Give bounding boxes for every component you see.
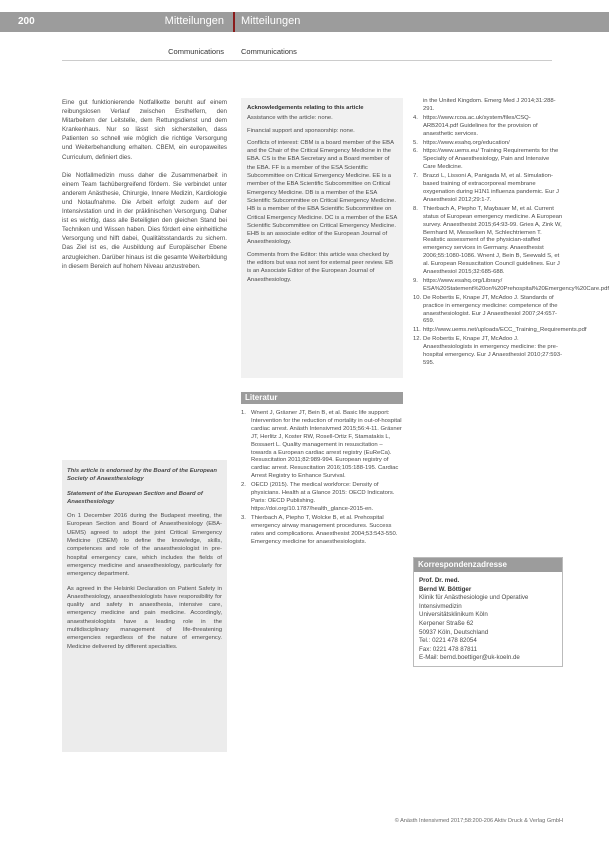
reference-item (413, 98, 563, 114)
correspondence-title: Prof. Dr. med. (419, 577, 460, 584)
correspondence-line: 50937 Köln, Deutschland (419, 628, 489, 636)
reference-number: 4. (413, 114, 418, 121)
endorsement-paragraph: On 1 December 2016 during the Budapest meeting, the European Section and Board of Anaesthesiology (EBA-UEMS) agreed to adopt the joint Critical Emergency Medicine (CBEM) to define the knowledge, skills, competences and role of the anaesthesiologist in pre-hospital emergency care, which includes the fields of emergency medicine and anaesthesiology, particularly for emergency department. (67, 513, 222, 578)
reference-item (413, 277, 609, 294)
acknowledgements-box (241, 98, 403, 378)
reference-item (413, 140, 563, 148)
reference-text: https://www.rcoa.ac.uk/system/files/CSQ-ARB2014.pdf Guidelines for the provision of anaesthetic services. (423, 114, 538, 137)
reference-text: De Robertis E, Knape JT, McAdoo J. Standards of practice in emergency medicine: competence of the anaesthesiologist. Eur J Anaesthesiol 2007;24:657-659. (423, 294, 558, 325)
reference-number: 10. (413, 294, 422, 301)
reference-text: Thierbach A, Piepho T, Wolcke B, et al. Prehospital emergency airway management procedures. Success rates and complications. Anaesthesist 2004;53:543-550. Emergency medicine for anaesthesiologists. (251, 514, 398, 545)
endorsement-subtitle: Statement of the European Section and Board of Anaesthesiology (67, 490, 203, 505)
reference-number (413, 98, 423, 114)
reference-list-left (241, 410, 403, 547)
correspondence-line: Klinik für Anästhesiologie und Operative Intensivmedizin (419, 594, 529, 610)
reference-text: Thierbach A, Piepho T, Maybauer M, et al. Current status of European emergency medicine. A European survey. Anaesthesist 2015;64:93-99. Gries A, Zink W, Bernhard M, Messelken M, Schlechtriemen T. Realistic assessment of the physician-staffed emergency services in Germany. Anaesthesist 2006;55:1080-1086. Wnent J, Bein B, Seewald S, et al. European Resuscitation Council guidelines. Eur J Anaesthesiol 2015;32:685-688. (423, 205, 563, 276)
reference-number: 5. (413, 139, 418, 146)
correspondence-line: Fax: 0221 478 87811 (419, 645, 478, 653)
reference-number: 2. (241, 482, 246, 489)
reference-item (413, 173, 563, 205)
correspondence-line: Universitätsklinikum Köln (419, 611, 488, 619)
body-paragraph: Eine gut funktionierende Notfallkette beruht auf einem reibungslosen Verlauf zwischen Ersthelfern, den Mitarbeitern der Leitstelle, dem Rettungsdienst und dem Krankenhaus. Nur so lässt sich sicherstellen, dass Patienten so schnell wie möglich die richtige Versorgung und Weiterbehandlung erhalten. CBEM, ein europaweites Curriculum, definiert dies. (62, 99, 227, 161)
endorsement-paragraph: As agreed in the Helsinki Declaration on Patient Safety in Anaesthesiology, anaesthesiologists have responsibility for quality and safety in anaesthesia, intensive care, emergency medicine and pain medicine. Accordingly, anaesthesiologists have a leading role in the multidisciplinary management of life-threatening emergencies regardless of the nature of emergency. Medicine delivered by different specialties. (67, 585, 222, 650)
correspondence-box (413, 557, 563, 667)
reference-item (413, 336, 563, 368)
page-header (0, 0, 609, 56)
reference-text: https://www.esahq.org/education/ (423, 139, 510, 146)
endorsement-box (62, 460, 227, 752)
header-band (0, 12, 609, 32)
reference-text: http://www.uems.net/uploads/ECC_Training_Requirements.pdf (423, 327, 587, 334)
correspondence-body (414, 572, 562, 668)
reference-item (413, 327, 587, 335)
reference-text: Brazzi L, Lissoni A, Panigada M, et al. Simulation-based training of extracorporeal membrane oxygenation during H1N1 influenza pandemic. Eur J Anaesthesiol 2012;29:1-7. (423, 173, 559, 203)
ack-paragraph: Comments from the Editor: this article was checked by the editors but was not sent for external peer review. EB is an Associate Editor of the European Journal of Anaesthesiology. (247, 251, 394, 283)
ack-paragraph: Financial support and sponsorship: none. (247, 127, 355, 134)
reference-list-right (413, 98, 609, 370)
section-subtitle-right: Communications (241, 47, 297, 56)
page-footer: © Anästh Intensivmed 2017;58:200-206 Aktiv Druck & Verlag GmbH (394, 818, 563, 824)
correspondence-heading: Korrespondenzadresse (414, 558, 562, 572)
reference-number: 3. (241, 514, 246, 521)
correspondence-line: Kerpener Straße 62 (419, 619, 474, 627)
acknowledgements-title: Acknowledgements relating to this article (247, 105, 364, 111)
reference-item (413, 148, 563, 172)
reference-item (241, 515, 403, 547)
reference-number: 1. (241, 410, 246, 416)
reference-number: 12. (413, 336, 422, 343)
reference-item (241, 482, 403, 514)
literature-heading: Literatur (241, 392, 403, 404)
reference-item (413, 295, 563, 327)
reference-item (241, 410, 403, 481)
header-divider (233, 12, 235, 32)
reference-number: 6. (413, 148, 418, 155)
reference-number: 9. (413, 277, 418, 284)
reference-item (413, 206, 563, 277)
reference-number: 7. (413, 173, 418, 180)
ack-paragraph: Conflicts of interest: CBM is a board member of the EBA and the Chair of the Critical Emergency Medicine in the EBA. CS is the EBA Secretary and a Board member of the EBA. FF is a member of the ESA Scientific Subcommittee on Critical Emergency Medicine. EE is a member of the EBA Scientific Subcommittee on Critical Emergency Medicine. DB is a member of the ESA Scientific Subcommittee on Critical Emergency Medicine. HB is a member of the EBA Scientific Subcommittee on Critical Emergency Medicine. DC is a member of the ESA Scientific Subcommittee on Critical Emergency Medicine. EHB is an associate editor of the European Journal of Anaesthesiology. (247, 139, 397, 246)
header-rule (62, 60, 552, 61)
endorsement-title: This article is endorsed by the Board of the European Society of Anaesthesiology (67, 468, 217, 483)
correspondence-email[interactable]: E-Mail: bernd.boettiger@uk-koeln.de (419, 654, 520, 662)
reference-text: OECD (2015). The medical workforce: Density of physicians. Health at a Glance 2015: OECD Indicators. Paris: OECD Publishing. https://doi.org/10.1787/health_glance-2015-en. (251, 482, 395, 512)
correspondence-name: Bernd W. Böttiger (419, 585, 472, 593)
section-subtitle-left: Communications (168, 47, 224, 56)
reference-text: https://www.uems.eu/ Training Requirements for the Specialty of Anaesthesiology, Pain and Intensive Care Medicine. (423, 148, 559, 171)
body-paragraph: Die Notfallmedizin muss daher die Zusammenarbeit in einem Team fachübergreifend fördern. Sie verbindet unter anderem Anästhesie, Chirurgie, Innere Medizin, Kardiologie und Notaufnahme. Die Arbeit erfolgt zudem auf der Intensivstation und in der präklinischen Versorgung. Daher ist es wichtig, dass alle Beteiligten den gleichen Stand bei Techniken und Wissen haben. Dies fördert eine einheitliche Versorgung und hilft dabei, Qualitätsstandards zu sichern. Das Ziel ist es, die Ausbildung auf Europäischer Ebene anzugleichen. Darüber hinaus ist die gesamte Weiterbildung in diesem Bereich auf hohem Niveau anzustreben. (62, 171, 227, 270)
section-title-left: Mitteilungen (164, 15, 224, 27)
correspondence-line: Tel.: 0221 478 82054 (419, 637, 477, 645)
reference-text: in the United Kingdom. Emerg Med J 2014;31:288-291. (423, 98, 556, 112)
reference-text: De Robertis E, Knape JT, McAdoo J. Anaesthesiologists in emergency medicine: the pre-hospital emergency. Eur J Anaesthesiol 2010;27:593-595. (423, 336, 563, 366)
page-number: 200 (18, 16, 35, 27)
reference-text: Wnent J, Gräsner JT, Bein B, et al. Basic life support: Intervention for the reduction of mortality in out-of-hospital cardiac arrest. Anästh Intensivmed 2015;56:4-11. Gräsner JT, Herlitz J, Koster RW, Rosell-Ortiz F, Stamatakis L, Bossaert L. Quality management in resuscitation – towards a European cardiac arrest registry (EuReCa). Resuscitation 2011;82:989-994. European registry of cardiac arrest. Resuscitation 2016;105:188-195. Cardiac Arrest Registry to Enhance Survival. (251, 410, 402, 480)
body-text-column (62, 98, 227, 280)
section-title-right: Mitteilungen (241, 15, 301, 27)
reference-number: 11. (413, 327, 421, 334)
ack-paragraph: Assistance with the article: none. (247, 115, 333, 122)
reference-number: 8. (413, 205, 418, 212)
reference-item (413, 115, 563, 139)
reference-text: https://www.esahq.org/Library/ ESA%20Statement%20on%20Prehospital%20Emergency%20Care.pdf (423, 277, 609, 292)
